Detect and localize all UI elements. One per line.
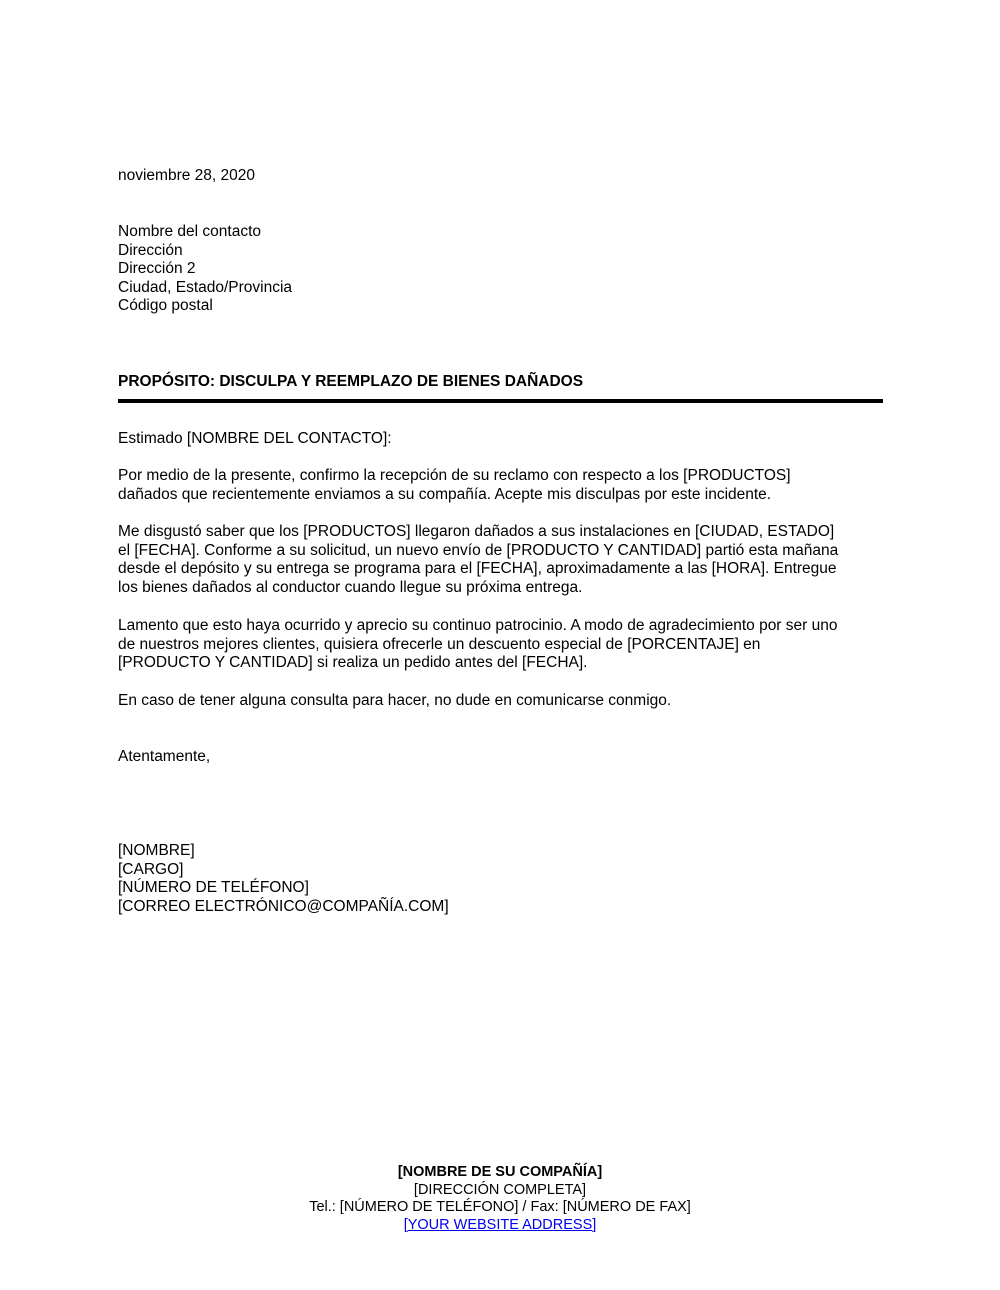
salutation [118, 430, 888, 449]
paragraph-line: Me disgustó saber que los [PRODUCTOS] llegaron dañados a sus instalaciones en [CIUDAD, ESTADO] [118, 523, 835, 540]
body-paragraph-1 [118, 467, 888, 504]
signature-block [118, 842, 888, 916]
company-footer [0, 1164, 1000, 1234]
body-paragraph-3 [118, 617, 888, 673]
paragraph-line: el [FECHA]. Conforme a su solicitud, un nuevo envío de [PRODUCTO Y CANTIDAD] partió esta mañana [118, 541, 839, 559]
paragraph-line: desde el depósito y su entrega se programa para el [FECHA], aproximadamente a las [HORA]. Entregue [118, 560, 837, 578]
date-text: noviembre 28, 2020 [118, 167, 256, 184]
paragraph-line: Por medio de la presente, confirmo la recepción de su reclamo con respecto a los [PRODUCTOS] [118, 467, 791, 484]
subject-text: PROPÓSITO: DISCULPA Y REEMPLAZO DE BIENES DAÑADOS [118, 373, 584, 390]
closing-text: Atentamente, [118, 748, 211, 765]
recipient-address [118, 223, 888, 316]
paragraph-line: En caso de tener alguna consulta para hacer, no dude en comunicarse conmigo. [118, 692, 672, 709]
recipient-city-state: Ciudad, Estado/Provincia [118, 278, 293, 296]
recipient-name: Nombre del contacto [118, 223, 262, 240]
footer-contact: Tel.: [NÚMERO DE TELÉFONO] / Fax: [NÚMERO DE FAX] [309, 1199, 691, 1215]
paragraph-line: [PRODUCTO Y CANTIDAD] si realiza un pedido antes del [FECHA]. [118, 654, 588, 672]
signature-name: [NOMBRE] [118, 842, 195, 859]
paragraph-line: dañados que recientemente enviamos a su compañía. Acepte mis disculpas por este incidente. [118, 485, 772, 503]
footer-website-link[interactable]: [YOUR WEBSITE ADDRESS] [403, 1216, 597, 1233]
subject-divider [118, 399, 883, 403]
recipient-address2: Dirección 2 [118, 260, 196, 278]
paragraph-line: Lamento que esto haya ocurrido y aprecio su continuo patrocinio. A modo de agradecimiento por ser uno [118, 617, 838, 634]
signature-email: [CORREO ELECTRÓNICO@COMPAÑÍA.COM] [118, 897, 449, 915]
closing [118, 748, 888, 767]
footer-address: [DIRECCIÓN COMPLETA] [413, 1181, 587, 1198]
signature-title: [CARGO] [118, 860, 184, 878]
signature-phone: [NÚMERO DE TELÉFONO] [118, 879, 309, 897]
recipient-address1: Dirección [118, 241, 183, 259]
body-paragraph-4 [118, 692, 888, 711]
recipient-postal-code: Código postal [118, 297, 213, 315]
paragraph-line: de nuestros mejores clientes, quisiera ofrecerle un descuento especial de [PORCENTAJE] en [118, 635, 761, 653]
letter-date [118, 167, 888, 186]
footer-company-name: [NOMBRE DE SU COMPAÑÍA] [397, 1164, 603, 1180]
paragraph-line: los bienes dañados al conductor cuando llegue su próxima entrega. [118, 578, 583, 596]
salutation-text: Estimado [NOMBRE DEL CONTACTO]: [118, 430, 392, 447]
subject-heading [118, 373, 888, 392]
body-paragraph-2 [118, 523, 888, 597]
